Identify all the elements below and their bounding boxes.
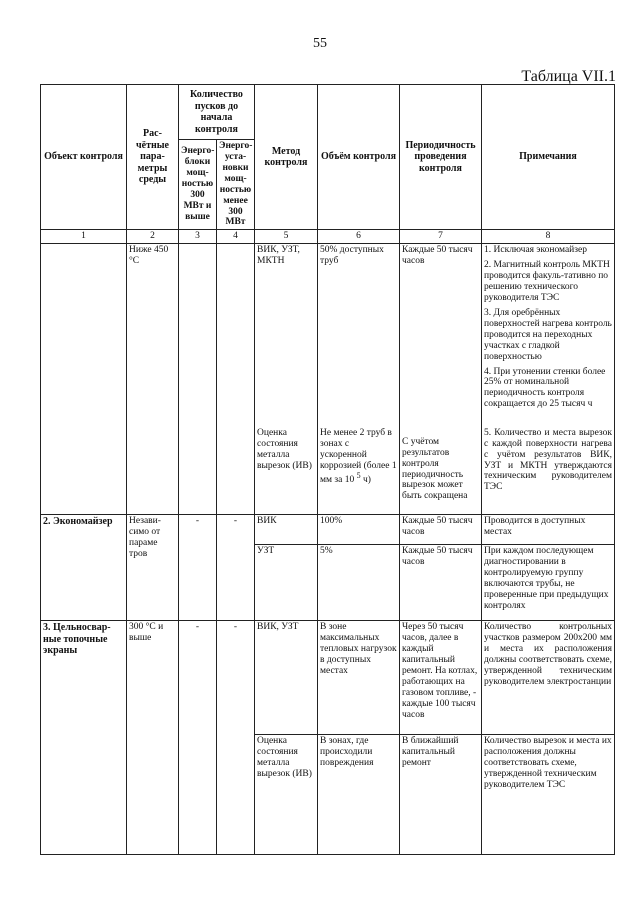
- col-number: 8: [482, 230, 615, 244]
- block2-volume: 100%: [318, 515, 400, 545]
- block1-c3: [179, 244, 217, 515]
- header-notes: Примечания: [482, 85, 615, 230]
- block3-object: 3. Цельносвар-ные топочные экраны: [41, 621, 127, 855]
- block1-param: Ниже 450 °С: [127, 244, 179, 515]
- block3-note: Количество контрольных участков размером 200х200 мм и места их расположения должны соответствовать схеме, утвержденной техническим руководителем электростанции: [482, 621, 615, 735]
- block1-method-iv: Оценка состояния металла вырезок (ИВ): [255, 427, 318, 515]
- block2-c4: -: [217, 515, 255, 621]
- block2-param: Незави-симо от параме тров: [127, 515, 179, 621]
- header-period: Периодичность проведения контроля: [400, 85, 482, 230]
- block1-note: 1. Исключая экономайзер: [484, 245, 587, 256]
- block1-note-iv: 5. Количество и места вырезок с каждой поверхности нагрева с учётом результатов ВИК, УЗТ и МКТН утверждаются техническим руководителем ТЭС: [482, 427, 615, 515]
- header-units-under-300: Энерго-уста-новки мощ-ностью менее 300 МВт: [217, 140, 255, 230]
- block1-method: ВИК, УЗТ, МКТН: [255, 244, 318, 427]
- block1-c4: [217, 244, 255, 515]
- table-title: Таблица VII.1: [521, 68, 616, 85]
- block2-period-uzt: Каждые 50 тысяч часов: [400, 545, 482, 621]
- block3-c4: -: [217, 621, 255, 855]
- header-starts: Количество пусков до начала контроля: [179, 85, 255, 140]
- block1-period-iv: С учётом результатов контроля периодичность вырезок может быть сокращена: [400, 427, 482, 515]
- page-number: 55: [313, 36, 327, 51]
- block1-volume: 50% доступных труб: [318, 244, 400, 427]
- block1-note: 2. Магнитный контроль МКТН проводится факуль-тативно по решению технического руководителя ТЭС: [484, 260, 610, 303]
- col-number: 6: [318, 230, 400, 244]
- block3-volume-iv: В зонах, где происходили повреждения: [318, 735, 400, 855]
- block3-param: 300 °С и выше: [127, 621, 179, 855]
- block1-object: [41, 244, 127, 515]
- block3-method-iv: Оценка состояния металла вырезок (ИВ): [255, 735, 318, 855]
- block2-object: 2. Экономайзер: [41, 515, 127, 621]
- block3-period-iv: В ближайший капитальный ремонт: [400, 735, 482, 855]
- block2-method: ВИК: [255, 515, 318, 545]
- block2-method-uzt: УЗТ: [255, 545, 318, 621]
- header-object: Объект контроля: [41, 85, 127, 230]
- block1-notes: [482, 244, 615, 427]
- block3-method: ВИК, УЗТ: [255, 621, 318, 735]
- col-number: 1: [41, 230, 127, 244]
- block1-period: Каждые 50 тысяч часов: [400, 244, 482, 427]
- header-units-300-plus: Энерго-блоки мощ-ностью 300 МВт и выше: [179, 140, 217, 230]
- block3-period: Через 50 тысяч часов, далее в каждый капитальный ремонт. На котлах, работающих на газовом топливе, - каждые 100 тысяч часов: [400, 621, 482, 735]
- block2-note-uzt: При каждом последующем диагностировании в контролируемую группу включаются трубы, не проверенные при предыдущих контролях: [482, 545, 615, 621]
- block2-note: Проводится в доступных местах: [482, 515, 615, 545]
- block2-c3: -: [179, 515, 217, 621]
- col-number: 3: [179, 230, 217, 244]
- block2-volume-uzt: 5%: [318, 545, 400, 621]
- block1-volume-iv: Не менее 2 труб в зонах с ускоренной коррозией (более 1 мм за 10 $^5$ ч): [318, 427, 400, 515]
- block3-volume: В зоне максимальных тепловых нагрузок в доступных местах: [318, 621, 400, 735]
- col-number: 5: [255, 230, 318, 244]
- block2-period: Каждые 50 тысяч часов: [400, 515, 482, 545]
- block3-note-iv: Количество вырезок и места их расположения должны соответствовать схеме, утвержденной техническим руководителем ТЭС: [482, 735, 615, 855]
- block1-note: 3. Для оребрённых поверхностей нагрева контроль проводится на переходных участках с гладкой поверхностью: [484, 307, 612, 362]
- header-params: Рас-чётные пара-метры среды: [127, 85, 179, 230]
- col-number: 7: [400, 230, 482, 244]
- col-number: 2: [127, 230, 179, 244]
- block3-c3: -: [179, 621, 217, 855]
- col-number: 4: [217, 230, 255, 244]
- header-volume: Объём контроля: [318, 85, 400, 230]
- control-table: [40, 84, 615, 855]
- header-method: Метод контроля: [255, 85, 318, 230]
- block1-note: 4. При утонении стенки более 25% от номинальной периодичность контроля сокращается до 25 тысяч ч: [484, 366, 606, 410]
